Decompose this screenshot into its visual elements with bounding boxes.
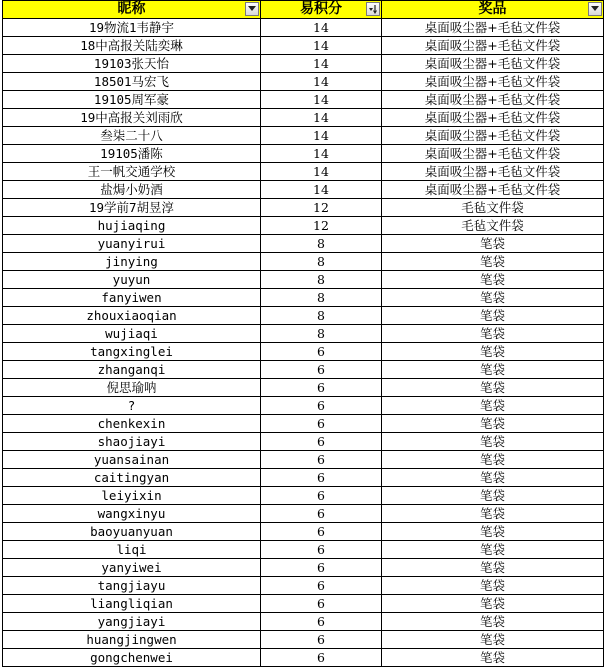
cell-points[interactable]: 6 — [261, 595, 382, 613]
cell-name[interactable]: 叁柒二十八 — [3, 127, 261, 145]
table-row — [3, 289, 604, 307]
table-row — [3, 415, 604, 433]
table-row — [3, 55, 604, 73]
cell-points[interactable]: 6 — [261, 379, 382, 397]
cell-points[interactable]: 6 — [261, 343, 382, 361]
cell-points[interactable]: 8 — [261, 235, 382, 253]
cell-prize[interactable]: 笔袋 — [382, 577, 604, 595]
cell-points[interactable]: 6 — [261, 649, 382, 667]
cell-name[interactable]: liangliqian — [3, 595, 261, 613]
cell-points[interactable]: 8 — [261, 271, 382, 289]
filter-button-prize[interactable] — [588, 2, 602, 16]
table-row — [3, 163, 604, 181]
cell-name[interactable]: yuyun — [3, 271, 261, 289]
chevron-down-icon — [248, 6, 256, 12]
table-row — [3, 37, 604, 55]
chevron-down-icon — [591, 6, 599, 12]
table-row — [3, 343, 604, 361]
cell-prize[interactable]: 笔袋 — [382, 541, 604, 559]
table-row — [3, 559, 604, 577]
cell-prize[interactable]: 笔袋 — [382, 505, 604, 523]
cell-name[interactable]: wujiaqi — [3, 325, 261, 343]
table-row — [3, 109, 604, 127]
cell-name[interactable]: hujiaqing — [3, 217, 261, 235]
table-row — [3, 217, 604, 235]
cell-prize[interactable]: 毛毡文件袋 — [382, 217, 604, 235]
cell-name[interactable]: yangjiayi — [3, 613, 261, 631]
cell-points[interactable]: 6 — [261, 631, 382, 649]
cell-prize[interactable]: 笔袋 — [382, 433, 604, 451]
cell-prize[interactable]: 桌面吸尘器+毛毡文件袋 — [382, 163, 604, 181]
table-row — [3, 325, 604, 343]
table-row — [3, 199, 604, 217]
table-row — [3, 19, 604, 37]
cell-prize[interactable]: 笔袋 — [382, 595, 604, 613]
cell-points[interactable]: 6 — [261, 361, 382, 379]
cell-prize[interactable]: 桌面吸尘器+毛毡文件袋 — [382, 19, 604, 37]
cell-name[interactable]: shaojiayi — [3, 433, 261, 451]
table-row — [3, 145, 604, 163]
cell-name[interactable]: 倪思瑜呐 — [3, 379, 261, 397]
cell-name[interactable]: caitingyan — [3, 469, 261, 487]
cell-name[interactable]: wangxinyu — [3, 505, 261, 523]
cell-name[interactable]: 19学前7胡昱淳 — [3, 199, 261, 217]
header-cell-points[interactable] — [261, 1, 382, 19]
table-row — [3, 523, 604, 541]
cell-name[interactable]: 19105潘陈 — [3, 145, 261, 163]
table-row — [3, 541, 604, 559]
cell-name[interactable]: 19中高报关刘雨欣 — [3, 109, 261, 127]
cell-points[interactable]: 6 — [261, 415, 382, 433]
table-row — [3, 487, 604, 505]
cell-points[interactable]: 14 — [261, 91, 382, 109]
table-row — [3, 127, 604, 145]
cell-points[interactable]: 6 — [261, 523, 382, 541]
cell-points[interactable]: 6 — [261, 451, 382, 469]
cell-prize[interactable]: 笔袋 — [382, 649, 604, 667]
cell-name[interactable]: yuansainan — [3, 451, 261, 469]
spreadsheet-table — [2, 0, 604, 667]
table-row — [3, 595, 604, 613]
cell-name[interactable]: gongchenwei — [3, 649, 261, 667]
table-row — [3, 451, 604, 469]
table-row — [3, 361, 604, 379]
cell-name[interactable]: 19105周军豪 — [3, 91, 261, 109]
cell-prize[interactable]: 笔袋 — [382, 631, 604, 649]
cell-points[interactable]: 14 — [261, 127, 382, 145]
table-row — [3, 271, 604, 289]
cell-name[interactable]: yanyiwei — [3, 559, 261, 577]
cell-prize[interactable]: 笔袋 — [382, 325, 604, 343]
cell-prize[interactable]: 笔袋 — [382, 343, 604, 361]
cell-name[interactable]: zhouxiaoqian — [3, 307, 261, 325]
cell-points[interactable]: 14 — [261, 73, 382, 91]
cell-prize[interactable]: 毛毡文件袋 — [382, 199, 604, 217]
filter-button-name[interactable] — [245, 2, 259, 16]
cell-prize[interactable]: 桌面吸尘器+毛毡文件袋 — [382, 91, 604, 109]
table-row — [3, 577, 604, 595]
cell-name[interactable]: tangjiayu — [3, 577, 261, 595]
cell-name[interactable]: ? — [3, 397, 261, 415]
cell-prize[interactable]: 桌面吸尘器+毛毡文件袋 — [382, 181, 604, 199]
table-body — [3, 19, 604, 667]
cell-points[interactable]: 14 — [261, 145, 382, 163]
cell-prize[interactable]: 桌面吸尘器+毛毡文件袋 — [382, 37, 604, 55]
table-row — [3, 613, 604, 631]
cell-prize[interactable]: 笔袋 — [382, 469, 604, 487]
cell-name[interactable]: huangjingwen — [3, 631, 261, 649]
cell-prize[interactable]: 笔袋 — [382, 415, 604, 433]
sort-descending-icon — [368, 4, 378, 14]
cell-prize[interactable]: 笔袋 — [382, 361, 604, 379]
cell-name[interactable]: 盐焗小奶酒 — [3, 181, 261, 199]
cell-points[interactable]: 6 — [261, 469, 382, 487]
cell-name[interactable]: yuanyirui — [3, 235, 261, 253]
table-row — [3, 631, 604, 649]
cell-prize[interactable]: 桌面吸尘器+毛毡文件袋 — [382, 127, 604, 145]
cell-points[interactable]: 6 — [261, 397, 382, 415]
table-row — [3, 91, 604, 109]
cell-points[interactable]: 14 — [261, 19, 382, 37]
table-row — [3, 235, 604, 253]
table-row — [3, 397, 604, 415]
cell-prize[interactable]: 笔袋 — [382, 379, 604, 397]
cell-name[interactable]: 19物流1韦静宇 — [3, 19, 261, 37]
cell-name[interactable]: chenkexin — [3, 415, 261, 433]
cell-points[interactable]: 6 — [261, 433, 382, 451]
cell-prize[interactable]: 笔袋 — [382, 523, 604, 541]
header-label-points: 易积分 — [300, 1, 342, 17]
cell-prize[interactable]: 笔袋 — [382, 307, 604, 325]
cell-points[interactable]: 6 — [261, 613, 382, 631]
cell-prize[interactable]: 桌面吸尘器+毛毡文件袋 — [382, 73, 604, 91]
cell-prize[interactable]: 笔袋 — [382, 487, 604, 505]
cell-name[interactable]: baoyuanyuan — [3, 523, 261, 541]
table-row — [3, 505, 604, 523]
table-row — [3, 379, 604, 397]
cell-prize[interactable]: 桌面吸尘器+毛毡文件袋 — [382, 109, 604, 127]
table-row — [3, 469, 604, 487]
cell-points[interactable]: 14 — [261, 163, 382, 181]
cell-points[interactable]: 14 — [261, 109, 382, 127]
table-row — [3, 253, 604, 271]
cell-points[interactable]: 14 — [261, 37, 382, 55]
header-cell-prize[interactable] — [382, 1, 604, 19]
cell-points[interactable]: 6 — [261, 559, 382, 577]
cell-prize[interactable]: 笔袋 — [382, 289, 604, 307]
cell-points[interactable]: 6 — [261, 487, 382, 505]
cell-points[interactable]: 6 — [261, 505, 382, 523]
cell-points[interactable]: 6 — [261, 577, 382, 595]
cell-name[interactable]: leiyixin — [3, 487, 261, 505]
header-label-name: 昵称 — [117, 1, 146, 17]
cell-prize[interactable]: 笔袋 — [382, 235, 604, 253]
table-row — [3, 307, 604, 325]
cell-points[interactable]: 8 — [261, 253, 382, 271]
cell-points[interactable]: 12 — [261, 217, 382, 235]
cell-prize[interactable]: 笔袋 — [382, 397, 604, 415]
cell-name[interactable]: 18501马宏飞 — [3, 73, 261, 91]
cell-prize[interactable]: 笔袋 — [382, 613, 604, 631]
table-row — [3, 73, 604, 91]
cell-points[interactable]: 8 — [261, 289, 382, 307]
cell-name[interactable]: tangxinglei — [3, 343, 261, 361]
cell-prize[interactable]: 笔袋 — [382, 271, 604, 289]
header-cell-name[interactable] — [3, 1, 261, 19]
cell-name[interactable]: 18中高报关陆奕琳 — [3, 37, 261, 55]
cell-prize[interactable]: 笔袋 — [382, 253, 604, 271]
cell-points[interactable]: 12 — [261, 199, 382, 217]
cell-points[interactable]: 8 — [261, 307, 382, 325]
cell-name[interactable]: 19103张天怡 — [3, 55, 261, 73]
cell-points[interactable]: 8 — [261, 325, 382, 343]
cell-name[interactable]: fanyiwen — [3, 289, 261, 307]
cell-name[interactable]: jinying — [3, 253, 261, 271]
header-row — [3, 1, 604, 19]
cell-points[interactable]: 6 — [261, 541, 382, 559]
cell-name[interactable]: liqi — [3, 541, 261, 559]
table-row — [3, 181, 604, 199]
cell-name[interactable]: zhanganqi — [3, 361, 261, 379]
header-label-prize: 奖品 — [478, 1, 507, 17]
cell-prize[interactable]: 桌面吸尘器+毛毡文件袋 — [382, 55, 604, 73]
filter-button-points[interactable] — [366, 2, 380, 16]
cell-prize[interactable]: 桌面吸尘器+毛毡文件袋 — [382, 145, 604, 163]
cell-prize[interactable]: 笔袋 — [382, 559, 604, 577]
table-row — [3, 649, 604, 667]
table-row — [3, 433, 604, 451]
cell-points[interactable]: 14 — [261, 55, 382, 73]
cell-name[interactable]: 王一帆交通学校 — [3, 163, 261, 181]
cell-prize[interactable]: 笔袋 — [382, 451, 604, 469]
cell-points[interactable]: 14 — [261, 181, 382, 199]
